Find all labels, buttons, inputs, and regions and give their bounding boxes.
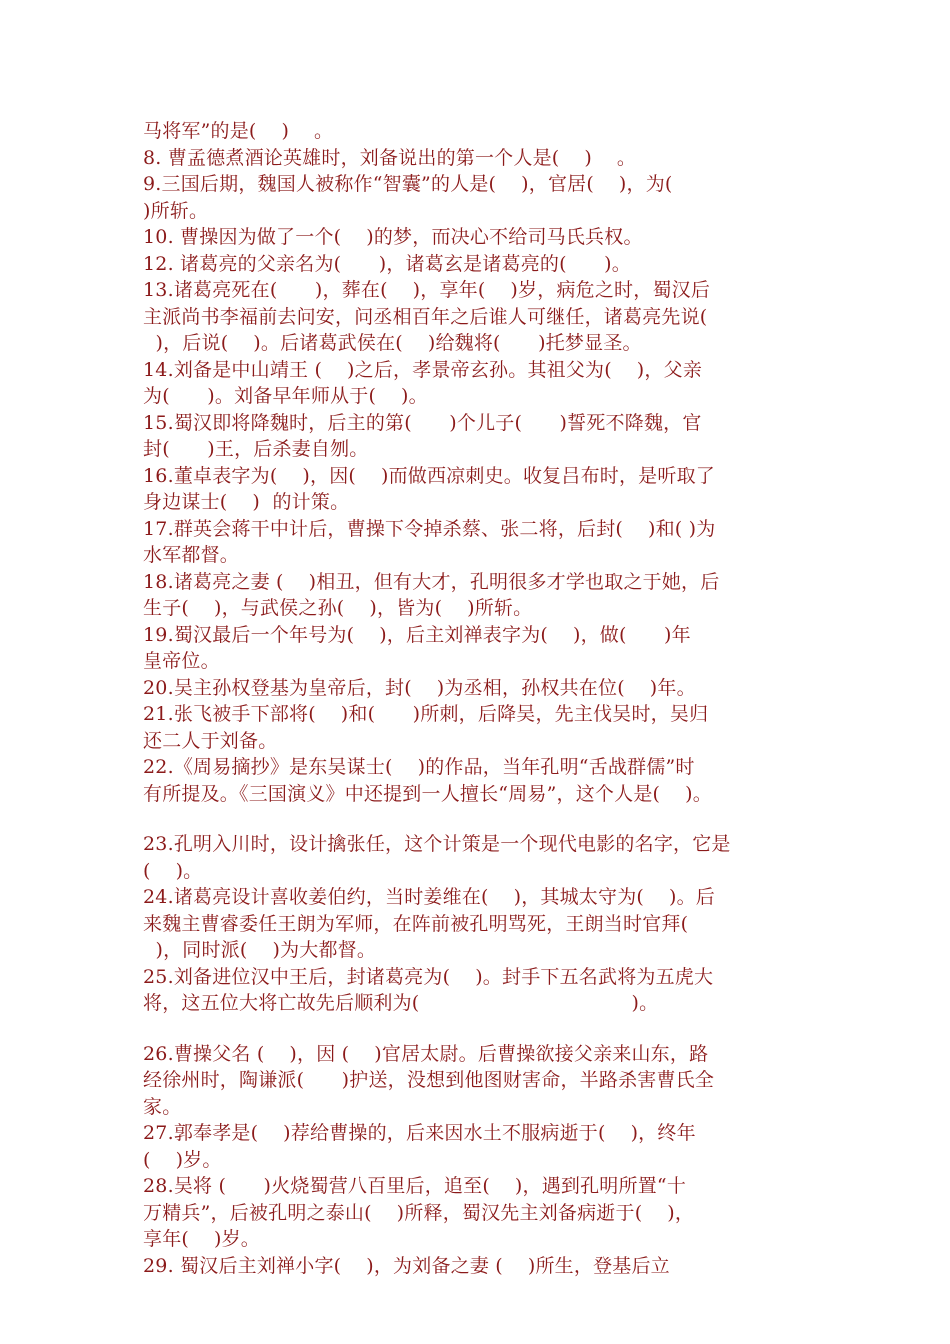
question-line: ( )岁。 [143,1148,222,1171]
question-line: 为( )。刘备早年师从于( )。 [143,385,428,407]
question-line: 20.吴主孙权登基为皇帝后，封( )为丞相，孙权共在位( )年。 [143,676,696,699]
question-line: 8. 曹孟德煮酒论英雄时，刘备说出的第一个人是( ) 。 [143,146,637,169]
question-line: 将，这五位大将亡故先后顺利为( )。 [143,992,659,1014]
question-line: 还二人于刘备。 [143,729,278,752]
question-line: )，后说( )。后诸葛武侯在( )给魏将( )托梦显圣。 [143,332,642,354]
question-line: ( )。 [143,859,203,882]
question-line: 享年( )岁。 [143,1228,260,1250]
question-line: 家。 [143,1095,182,1118]
question-line: 26.曹操父名 ( )，因 ( )官居太尉。后曹操欲接父亲来山东，路 [143,1042,709,1065]
question-line: 28.吴将 ( )火烧蜀营八百里后，追至( )，遇到孔明所置“十 [143,1175,687,1197]
blank-line [143,807,811,831]
question-line: )，同时派( )为大都督。 [143,939,377,961]
question-line: 生子( )，与武侯之孙( )，皆为( )所斩。 [143,597,533,619]
question-line: 25.刘备进位汉中王后，封诸葛亮为( )。封手下五名武将为五虎大 [143,965,714,988]
question-line: 21.张飞被手下部将( )和( )所刺，后降吴，先主伐吴时，吴归 [143,703,709,725]
question-line: )所斩。 [143,199,209,222]
question-text-block [143,118,811,1279]
question-line: 主派尚书李福前去问安，问丞相百年之后谁人可继任，诸葛亮先说( [143,305,708,328]
question-line: 有所提及。《三国演义》中还提到一人擅长“周易”，这个人是( )。 [143,782,712,805]
question-line: 12. 诸葛亮的父亲名为( )，诸葛玄是诸葛亮的( )。 [143,252,631,275]
question-line: 23.孔明入川时，设计擒张任，这个计策是一个现代电影的名字，它是 [143,833,731,855]
question-line: 22.《周易摘抄》是东吴谋士( )的作品，当年孔明“舌战群儒”时 [143,756,695,778]
blank-line [143,1017,811,1041]
question-line: 10. 曹操因为做了一个( )的梦，而决心不给司马氏兵权。 [143,226,643,248]
question-line: 24.诸葛亮设计喜收姜伯约，当时姜维在( )，其城太守为( )。后 [143,886,715,908]
question-line: 9.三国后期，魏国人被称作“智囊”的人是( )，官居( )，为( [143,173,673,195]
question-line: 17.群英会蒋干中计后，曹操下令掉杀蔡、张二将，后封( )和( )为 [143,517,716,540]
question-line: 14.刘备是中山靖王 ( )之后，孝景帝玄孙。其祖父为( )，父亲 [143,358,703,381]
question-line: 万精兵”，后被孔明之泰山( )所释，蜀汉先主刘备病逝于( )， [143,1201,695,1224]
question-line: 封( )王，后杀妻自刎。 [143,438,369,460]
question-line: 来魏主曹睿委任王朗为军师，在阵前被孔明骂死，王朗当时官拜( [143,912,689,935]
question-line: 皇帝位。 [143,650,220,672]
question-line: 经徐州时，陶谦派( )护送，没想到他图财害命，半路杀害曹氏全 [143,1069,715,1091]
question-line: 身边谋士( ) 的计策。 [143,491,350,513]
question-line: 马将军”的是( ) 。 [143,120,334,142]
question-line: 16.董卓表字为( )，因( )而做西凉刺史。收复吕布时，是听取了 [143,464,715,487]
question-line: 19.蜀汉最后一个年号为( )，后主刘禅表字为( )，做( )年 [143,623,691,646]
question-line: 29. 蜀汉后主刘禅小字( )，为刘备之妻 ( )所生，登基后立 [143,1254,670,1277]
question-line: 15.蜀汉即将降魏时，后主的第( )个儿子( )誓死不降魏，官 [143,411,702,434]
question-line: 18.诸葛亮之妻 ( )相丑，但有大才，孔明很多才学也取之于她，后 [143,570,720,593]
question-line: 水军都督。 [143,544,240,566]
question-line: 13.诸葛亮死在( )，葬在( )，享年( )岁，病危之时，蜀汉后 [143,279,711,301]
question-line: 27.郭奉孝是( )荐给曹操的，后来因水土不服病逝于( )，终年 [143,1122,696,1144]
